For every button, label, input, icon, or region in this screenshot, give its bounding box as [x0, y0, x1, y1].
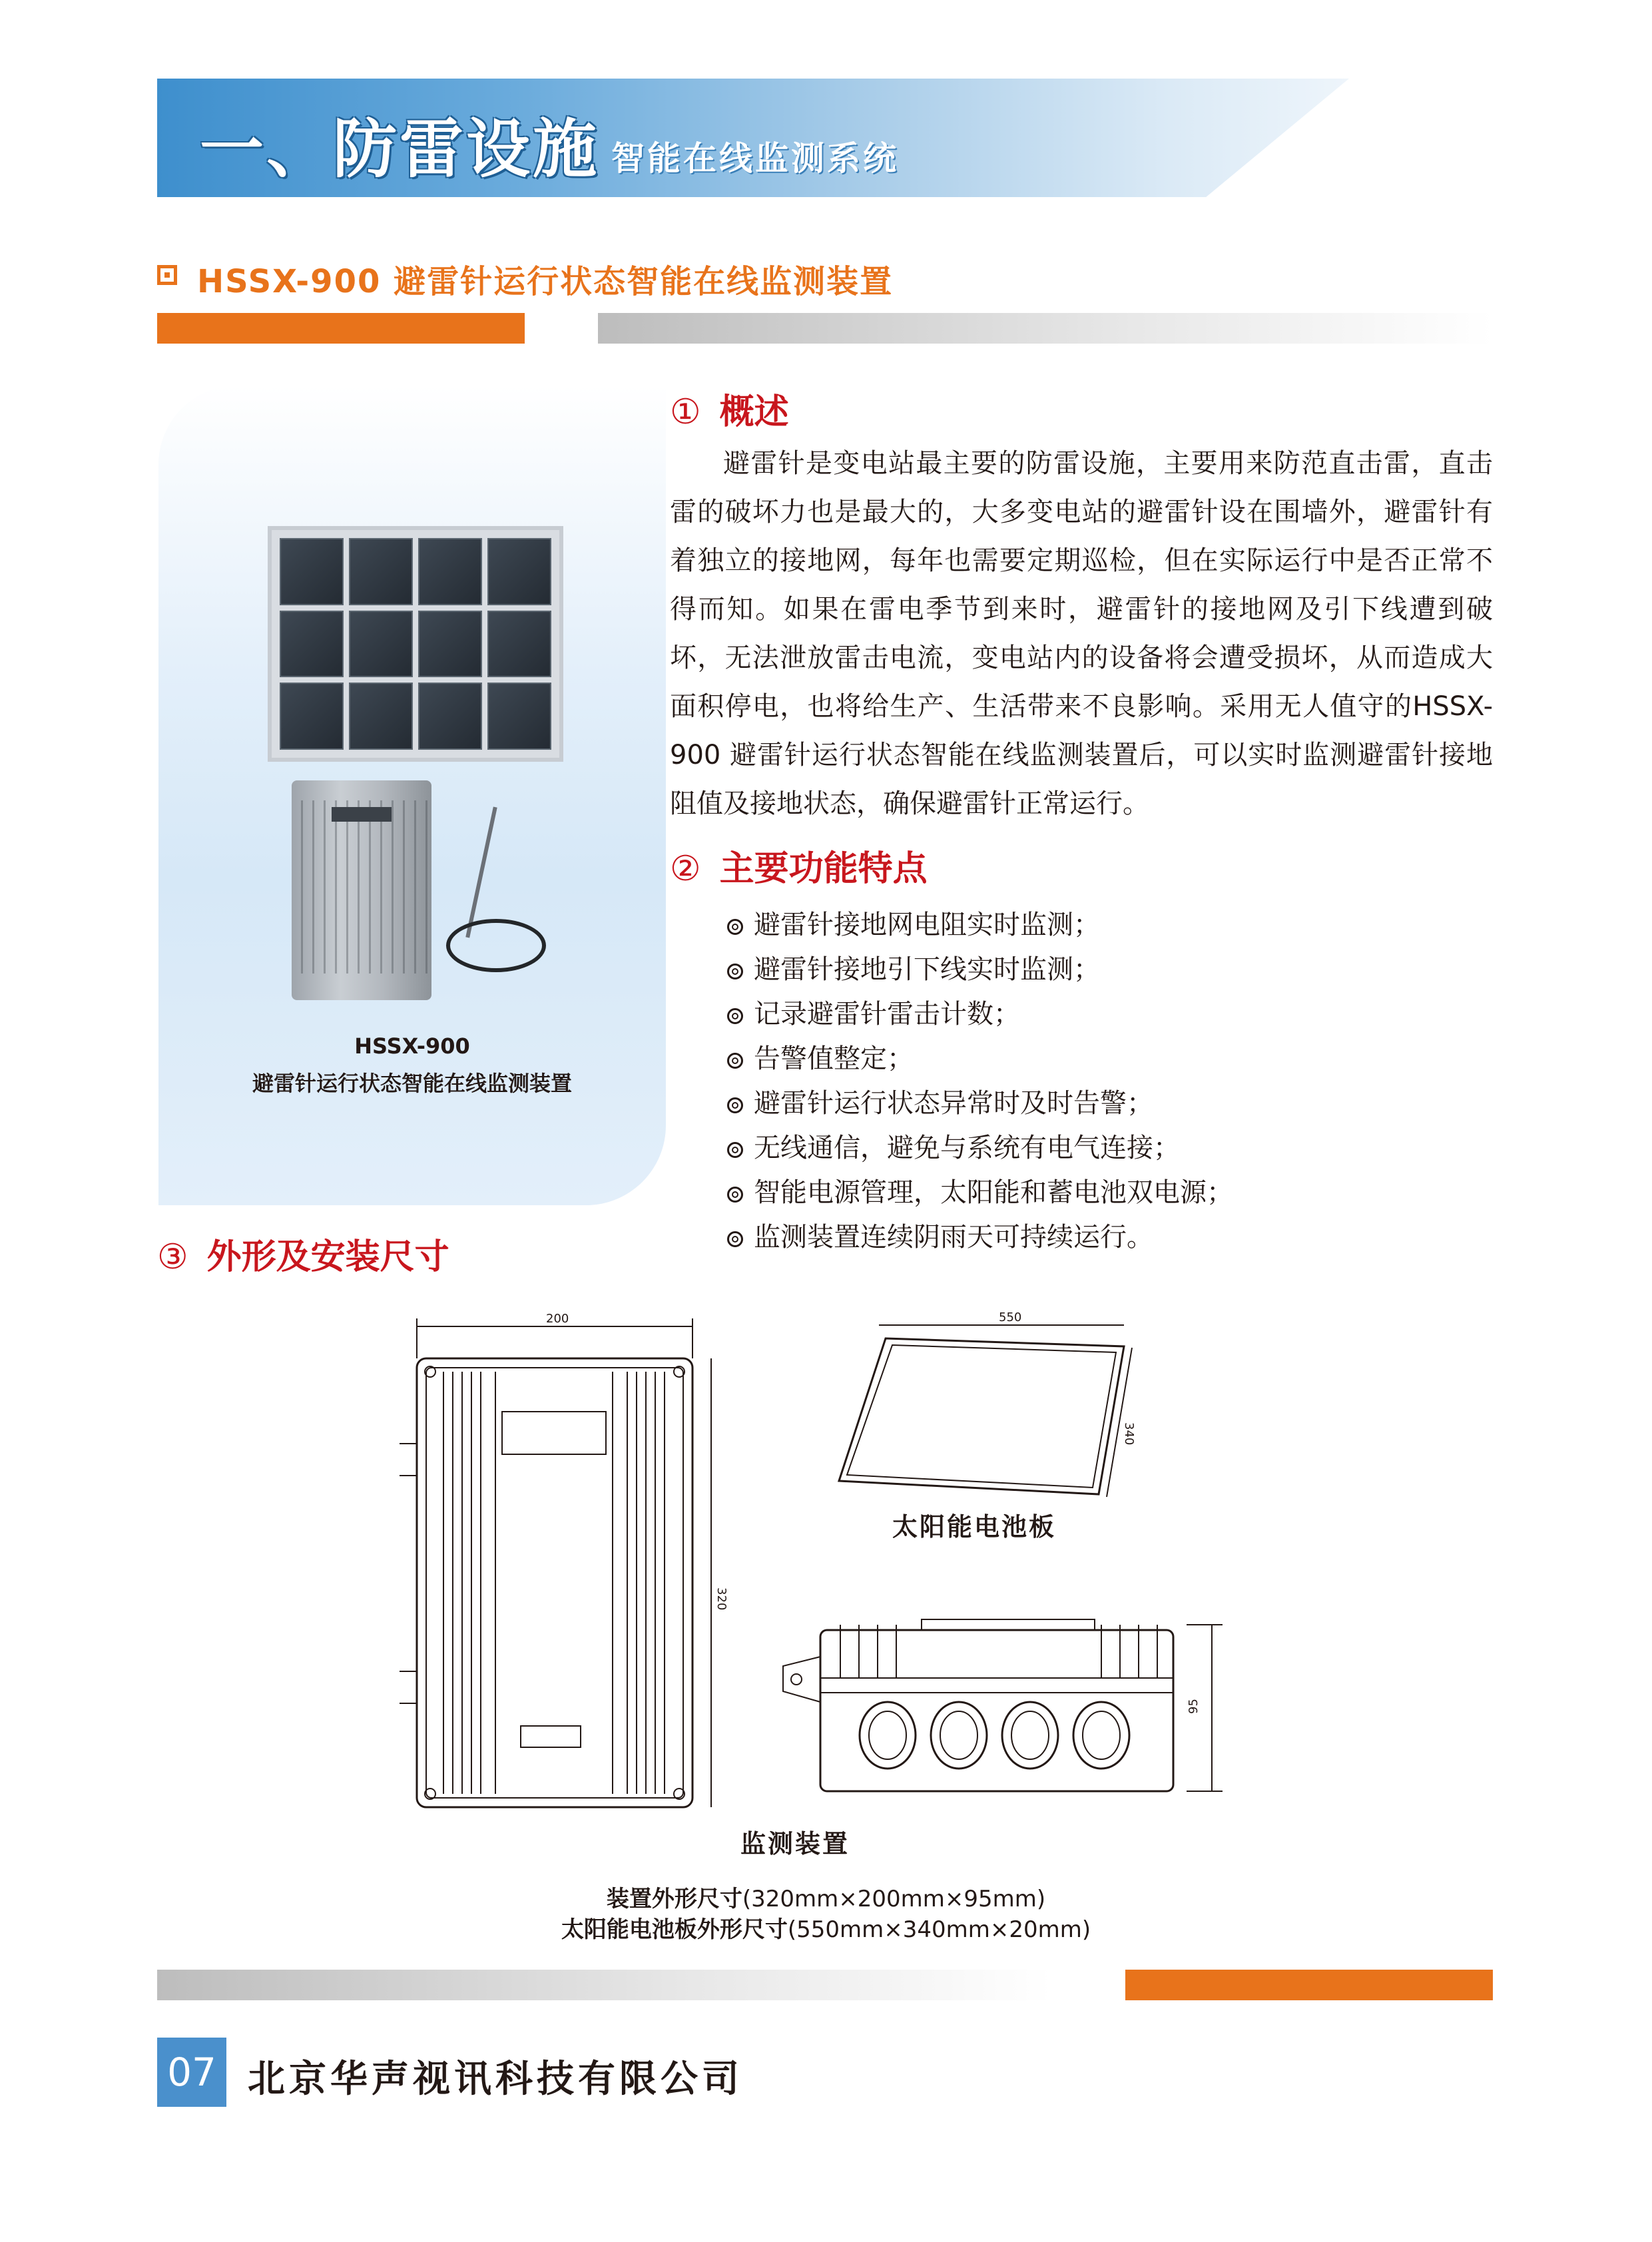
orange-divider — [157, 313, 525, 344]
list-item: 智能电源管理，太阳能和蓄电池双电源； — [727, 1171, 1233, 1215]
solar-panel-photo — [268, 526, 563, 762]
double-circle-icon — [727, 964, 743, 980]
dimension-label: 340 — [1122, 1422, 1136, 1446]
monitor-box-photo — [292, 780, 431, 1000]
list-item: 无线通信，避免与系统有电气连接； — [727, 1126, 1233, 1171]
dimension-label: 200 — [546, 1312, 569, 1326]
technical-drawing — [400, 1305, 1265, 1851]
gray-divider — [157, 1970, 1052, 2000]
device-caption: 监测装置 — [740, 1829, 850, 1858]
section-number: ① — [670, 392, 701, 432]
list-item: 监测装置连续阴雨天可持续运行。 — [727, 1215, 1233, 1260]
section-overview-heading — [670, 384, 789, 433]
dimension-label: 320 — [714, 1587, 728, 1611]
double-circle-icon — [727, 919, 743, 935]
page-subtitle: 智能在线监测系统 — [611, 139, 899, 178]
side-view-drawing — [783, 1619, 1223, 1791]
photo-caption-name: 避雷针运行状态智能在线监测装置 — [252, 1071, 572, 1096]
panel-dimensions-note: 太阳能电池板外形尺寸(550mm×340mm×20mm) — [561, 1916, 1091, 1943]
dimension-label: 550 — [999, 1310, 1022, 1324]
double-circle-icon — [727, 1231, 743, 1247]
section-number: ③ — [157, 1237, 188, 1277]
gray-divider — [598, 313, 1493, 344]
double-circle-icon — [727, 1008, 743, 1024]
section-title: 概述 — [719, 392, 789, 432]
company-name: 北京华声视讯科技有限公司 — [248, 2058, 743, 2101]
section-dimensions-heading — [157, 1229, 449, 1278]
dimension-label: 95 — [1187, 1699, 1201, 1714]
double-circle-icon — [727, 1142, 743, 1158]
double-circle-icon — [727, 1053, 743, 1069]
front-view — [400, 1318, 711, 1807]
device-dimensions-note: 装置外形尺寸(320mm×200mm×95mm) — [606, 1886, 1046, 1912]
list-item: 记录避雷针雷击计数； — [727, 992, 1233, 1037]
double-circle-icon — [727, 1097, 743, 1113]
section-number: ② — [670, 849, 701, 889]
orange-divider — [1125, 1970, 1493, 2000]
list-item: 避雷针接地网电阻实时监测； — [727, 903, 1233, 948]
section-features-heading — [670, 840, 928, 890]
overview-paragraph: 避雷针是变电站最主要的防雷设施，主要用来防范直击雷，直击雷的破坏力也是最大的，大多变电站的避雷针设在围墙外，避雷针有着独立的接地网，每年也需要定期巡检，但在实际运行中是否正常不得而知。如果在雷电季节到来时，避雷针的接地网及引下线遭到破坏，无法泄放雷击电流，变电站内的设备将会遭受损坏，从而造成大面积停电，也将给生产、生活带来不良影响。采用无人值守的HSSX-900 避雷针运行状态智能在线监测装置后，可以实时监测避雷针接地阻值及接地状态，确保避雷针正常运行。 — [670, 448, 1493, 819]
solar-panel-caption: 太阳能电池板 — [892, 1512, 1057, 1541]
list-item: 告警值整定； — [727, 1037, 1233, 1081]
page-title: 一、防雷设施 — [200, 112, 599, 186]
solar-panel-drawing — [839, 1325, 1132, 1497]
feature-list — [727, 903, 1233, 1260]
product-heading: HSSX-900 避雷针运行状态智能在线监测装置 — [197, 263, 894, 300]
list-item: 避雷针运行状态异常时及时告警； — [727, 1081, 1233, 1126]
page-number: 07 — [157, 2038, 226, 2107]
section-title: 外形及安装尺寸 — [206, 1237, 449, 1277]
double-circle-icon — [727, 1187, 743, 1203]
section-title: 主要功能特点 — [719, 849, 928, 889]
square-bullet-icon — [157, 265, 177, 285]
photo-caption-model: HSSX-900 — [354, 1033, 470, 1059]
antenna-cable-photo — [446, 919, 546, 972]
list-item: 避雷针接地引下线实时监测； — [727, 948, 1233, 992]
